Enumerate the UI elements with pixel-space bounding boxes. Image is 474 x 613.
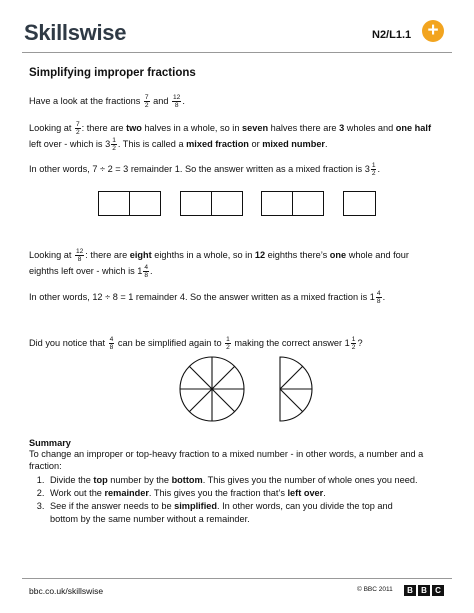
fraction: $\frac{1}{2}$ <box>226 336 230 351</box>
half-circle-quarters <box>280 357 312 421</box>
step-3: 3. See if the answer needs to be simplified. In other words, can you divide the top and bottom by the same number without a remainder. <box>47 500 467 526</box>
halves-box-3 <box>261 191 324 216</box>
footer-url: bbc.co.uk/skillswise <box>29 586 104 596</box>
summary-steps <box>29 474 467 526</box>
page-title: Simplifying improper fractions <box>29 67 196 79</box>
bbc-logo <box>404 585 444 596</box>
level-code: N2/L1.1 <box>372 29 412 41</box>
summary-heading: Summary <box>29 438 71 448</box>
paragraph-division-eighths: In other words, 12 ÷ 8 = 1 remainder 4. So the answer written as a mixed fraction is 1 $\frac{4}{8}$ . <box>29 290 386 305</box>
footer-copyright: © BBC 2011 <box>357 586 393 593</box>
halves-box-2 <box>180 191 243 216</box>
header-divider <box>22 52 452 53</box>
bbc-block: B <box>404 585 416 596</box>
summary-intro-line1: To change an improper or top-heavy fraction to a mixed number - in other words, a number and a <box>29 449 424 459</box>
paragraph-eighths-line2: eighths left over - which is 1 $\frac{4}{8}$ . <box>29 264 153 279</box>
plus-icon: + <box>422 20 444 42</box>
circle-diagrams <box>176 355 316 425</box>
paragraph-halves-line1: Looking at $\frac{7}{2}$ : there are two halves in a whole, so in seven halves there are 3 wholes and one half <box>29 121 432 136</box>
bbc-block: B <box>418 585 430 596</box>
halves-box-1 <box>98 191 161 216</box>
bbc-block: C <box>432 585 444 596</box>
paragraph-simplify: Did you notice that $\frac{4}{8}$ can be simplified again to $\frac{1}{2}$ making the correct answer 1 $\frac{1}{2}$ ? <box>29 336 363 351</box>
fraction: $\frac{7}{2}$ <box>75 121 80 136</box>
fraction: $\frac{1}{2}$ <box>371 162 376 177</box>
paragraph-intro: Have a look at the fractions $\frac{7}{2}$ and $\frac{12}{8}$ . <box>29 94 185 109</box>
circle-eighths <box>180 357 244 421</box>
summary-intro-line2: fraction: <box>29 461 62 471</box>
skillswise-logo: Skillswise <box>24 20 127 45</box>
fraction: $\frac{4}{8}$ <box>376 290 381 305</box>
fraction: $\frac{4}{8}$ <box>144 264 149 279</box>
paragraph-eighths-line1: Looking at $\frac{12}{8}$ : there are eight eighths in a whole, so in 12 eighths there’s one whole and four <box>29 248 409 263</box>
paragraph-division-halves: In other words, 7 ÷ 2 = 3 remainder 1. So the answer written as a mixed fraction is 3 $\frac{1}{2}$ . <box>29 162 381 177</box>
fraction: $\frac{12}{8}$ <box>75 248 84 263</box>
fraction: $\frac{1}{2}$ <box>351 336 356 351</box>
footer-divider <box>22 578 452 579</box>
fraction: $\frac{1}{2}$ <box>112 137 116 152</box>
step-1: 1. Divide the top number by the bottom. This gives you the number of whole ones you need. <box>47 474 467 487</box>
step-2: 2. Work out the remainder. This gives you the fraction that’s left over. <box>47 487 467 500</box>
fraction: $\frac{7}{2}$ <box>144 94 149 109</box>
paragraph-halves-line2: left over - which is 3 $\frac{1}{2}$ . This is called a mixed fraction or mixed number. <box>29 137 328 152</box>
fraction: $\frac{4}{8}$ <box>109 336 114 351</box>
half-box <box>343 191 376 216</box>
fraction: $\frac{12}{8}$ <box>173 94 181 109</box>
